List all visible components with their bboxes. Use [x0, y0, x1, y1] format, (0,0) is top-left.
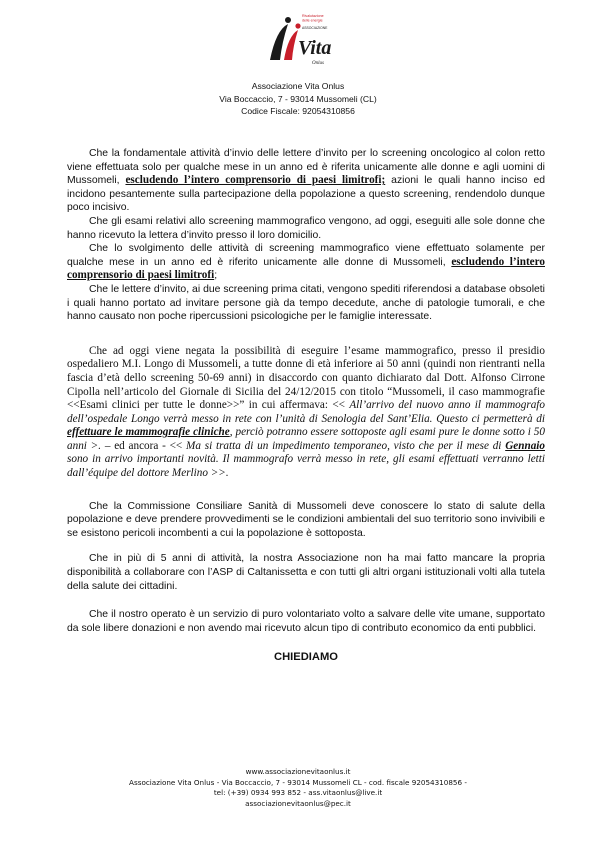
header-org-name: Associazione Vita Onlus	[251, 81, 345, 91]
paragraph-commission: Che la Commissione Consiliare Sanità di Mussomeli deve conoscere lo stato di salute della popolazione e deve prendere provvedimenti se le condizioni ambientali del suo territorio sono invivibili e se esistono pericoli incombenti a cui la popolazione è sottoposta.	[67, 500, 545, 539]
p1-text: Che la fondamentale attività d’invio delle lettere d’invito per lo screening oncologico al colon retto viene effettuata solo per qualche mese in un anno ed è riferita unicamente alle donne e agli uomini di Mussomeli,	[67, 148, 545, 187]
p5-quote-end: , perciò potranno essere sottoposte agli esami pure le donne sotto i 50 anni >.	[67, 426, 545, 452]
footer-website: www.associazionevitaonlus.it	[245, 767, 351, 776]
paragraph-screening-exams: Che gli esami relativi allo screening mammografico vengono, ad oggi, eseguiti alle sole donne che hanno ricevuto la lettera d’invito presso il loro domicilio.	[67, 215, 545, 241]
p3-text: Che lo svolgimento delle attività di screening mammografico viene effettuato solamente per qualche mese in un anno ed è riferito unicamente alle donne di Mussomeli,	[67, 243, 545, 268]
p5-quote: All’arrivo del nuovo anno il mammografo dell’ospedale Longo verrà messo in rete con l’unità di Senologia del Sant’Elia. Questo ci permetterà di	[67, 399, 546, 425]
request-title: CHIEDIAMO	[273, 651, 339, 664]
logo-name: Vita	[298, 37, 332, 59]
vita-logo-graphic	[262, 10, 336, 72]
footer-pec: associazionevitaonlus@pec.it	[245, 798, 351, 808]
paragraph-screening-mammo	[67, 242, 545, 283]
paragraph-availability: Che in più di 5 anni di attività, la nostra Associazione non ha mai fatto mancare la propria disponibilità a collaborare con l’ASP di Caltanissetta e con tutti gli altri organi istituzionali volti alla tutela della salute dei cittadini.	[67, 553, 545, 592]
p5-quote2: Ma si tratta di un impedimento temporaneo, visto che per il mese di	[186, 439, 506, 452]
paragraph-mammography-denied	[67, 345, 545, 481]
header-address: Via Boccaccio, 7 - 93014 Mussomeli (CL)	[219, 93, 377, 104]
p1-text-end: azioni le quali hanno inciso ed incidono pesantemente sulla partecipazione della popolazione a questo screening, rendendolo dunque poco incisivo.	[67, 175, 545, 214]
p5-emphasis: effettuare le mammografie cliniche	[67, 426, 230, 439]
logo-org-small: ASSOCIAZIONE	[302, 26, 328, 30]
p5-connector: – ed ancora - <<	[101, 439, 187, 452]
letter-body	[67, 147, 545, 665]
association-logo	[262, 10, 336, 72]
letter-footer	[0, 767, 596, 809]
header-tax-code: Codice Fiscale: 92054310856	[241, 106, 355, 116]
paragraph-database: Che le lettere d’invito, ai due screening prima citati, vengono spediti riferendosi a database obsoleti i quali hanno portato ad invitare persone già da tempo decedute, anche di patologie tumorali, e che hanno causato non poche ripercussioni psicologiche per le famiglie interessate.	[67, 283, 545, 323]
paragraph-screening-colon	[67, 147, 545, 215]
footer-contacts: tel: (+39) 0934 993 852 - ass.vitaonlus@live.it	[213, 788, 383, 798]
logo-tagline: Rivalutazione	[302, 14, 324, 18]
p5-text: Che ad oggi viene negata la possibilità di eseguire l’esame mammografico, presso il presidio ospedaliero M.I. Longo di Mussomeli, a tutte donne di età inferiore ai 50 anni (quindi non rientranti nella fascia d’età dello screening 50-69 anni) in disaccordo con quanto dichiarato dal Dott. Alfonso Cirrone Cipolla nell’articolo del Giornale di Sicilia del 24/12/2015 con titolo “Mussomeli, il caso mammografie <<Esami clinici per tutte le donne>>” in cui affermava: <<	[67, 344, 545, 412]
p3-text-end: ;	[214, 270, 218, 282]
logo-tagline-2: delle energie	[302, 18, 323, 23]
letterhead	[0, 80, 596, 118]
p5-month: Gennaio	[505, 439, 545, 452]
footer-address: Associazione Vita Onlus - Via Boccaccio, 7 - 93014 Mussomeli CL - cod. fiscale 92054310856 -	[129, 777, 467, 787]
paragraph-volunteer: Che il nostro operato è un servizio di puro volontariato volto a salvare delle vite umane, supportato da sole libere donazioni e non avendo mai ricevuto alcun tipo di contributo economico da enti pubblici.	[67, 609, 545, 634]
p1-emphasis: escludendo l’intero comprensorio di paesi limitrofi;	[125, 174, 386, 187]
logo-subtitle: Onlus	[312, 61, 324, 66]
p3-emphasis: escludendo l’intero comprensorio di paesi limitrofi	[67, 255, 545, 282]
p5-quote2-end: sono in arrivo importanti novità. Il mammografo verrà messo in rete, gli esami effettuati verranno letti dall’équipe del dottore Merlino >>.	[67, 453, 545, 480]
